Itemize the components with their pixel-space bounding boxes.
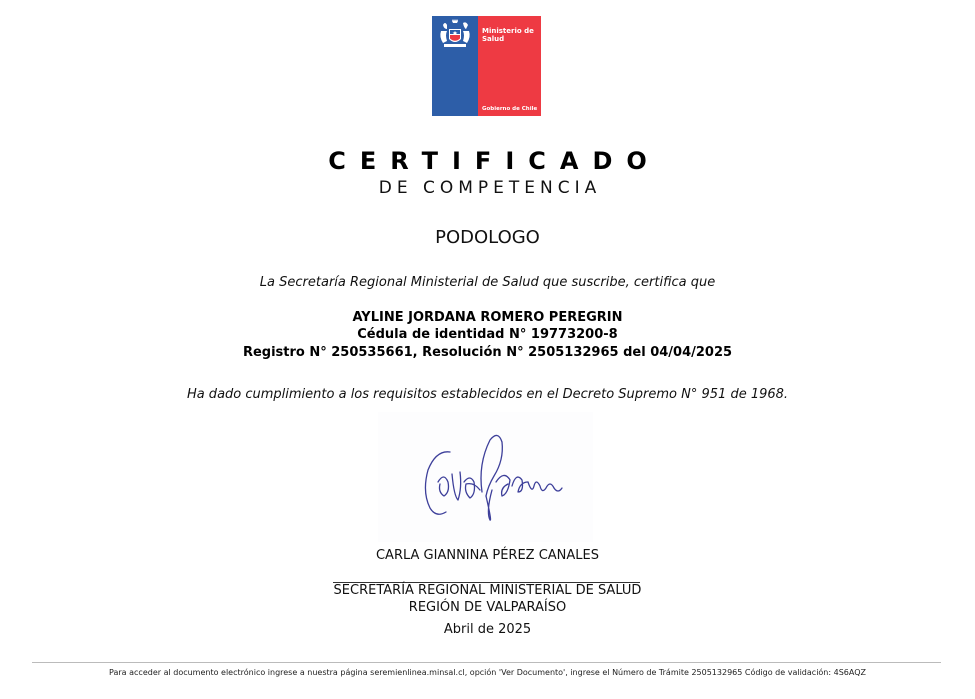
profession-title: PODOLOGO <box>435 227 540 248</box>
registry-line: Registro N° 250535661, Resolución N° 2505132965 del 04/04/2025 <box>242 345 733 360</box>
ministry-logo <box>432 16 541 116</box>
issuing-region: REGIÓN DE VALPARAÍSO <box>408 600 567 615</box>
intro-text: La Secretaría Regional Ministerial de Salud que suscribe, certifica que <box>259 275 716 290</box>
certificate-subtitle: DE COMPETENCIA <box>378 178 602 198</box>
logo-ministry-text: Ministerio de Salud <box>482 27 534 43</box>
footer-validation-text: Para acceder al documento electrónico ingrese a nuestra página seremienlinea.minsal.cl, opción 'Ver Documento', ingrese el Número de Trámite 2505132965 Código de validación: 4S6AQZ <box>109 668 866 677</box>
handwritten-signature <box>378 412 593 542</box>
signer-name: CARLA GIANNINA PÉREZ CANALES <box>375 548 600 563</box>
holder-id: Cédula de identidad N° 19773200-8 <box>357 327 618 342</box>
holder-name: AYLINE JORDANA ROMERO PEREGRIN <box>352 310 623 325</box>
logo-government-text: Gobierno de Chile <box>482 106 538 112</box>
certificate-title: CERTIFICADO <box>328 147 661 175</box>
compliance-text: Ha dado cumplimiento a los requisitos establecidos en el Decreto Supremo N° 951 de 1968. <box>186 387 789 402</box>
issue-date: Abril de 2025 <box>443 622 532 637</box>
coat-of-arms-icon <box>435 19 475 53</box>
footer-divider <box>32 662 941 663</box>
issuing-office: SECRETARÍA REGIONAL MINISTERIAL DE SALUD <box>333 583 642 598</box>
